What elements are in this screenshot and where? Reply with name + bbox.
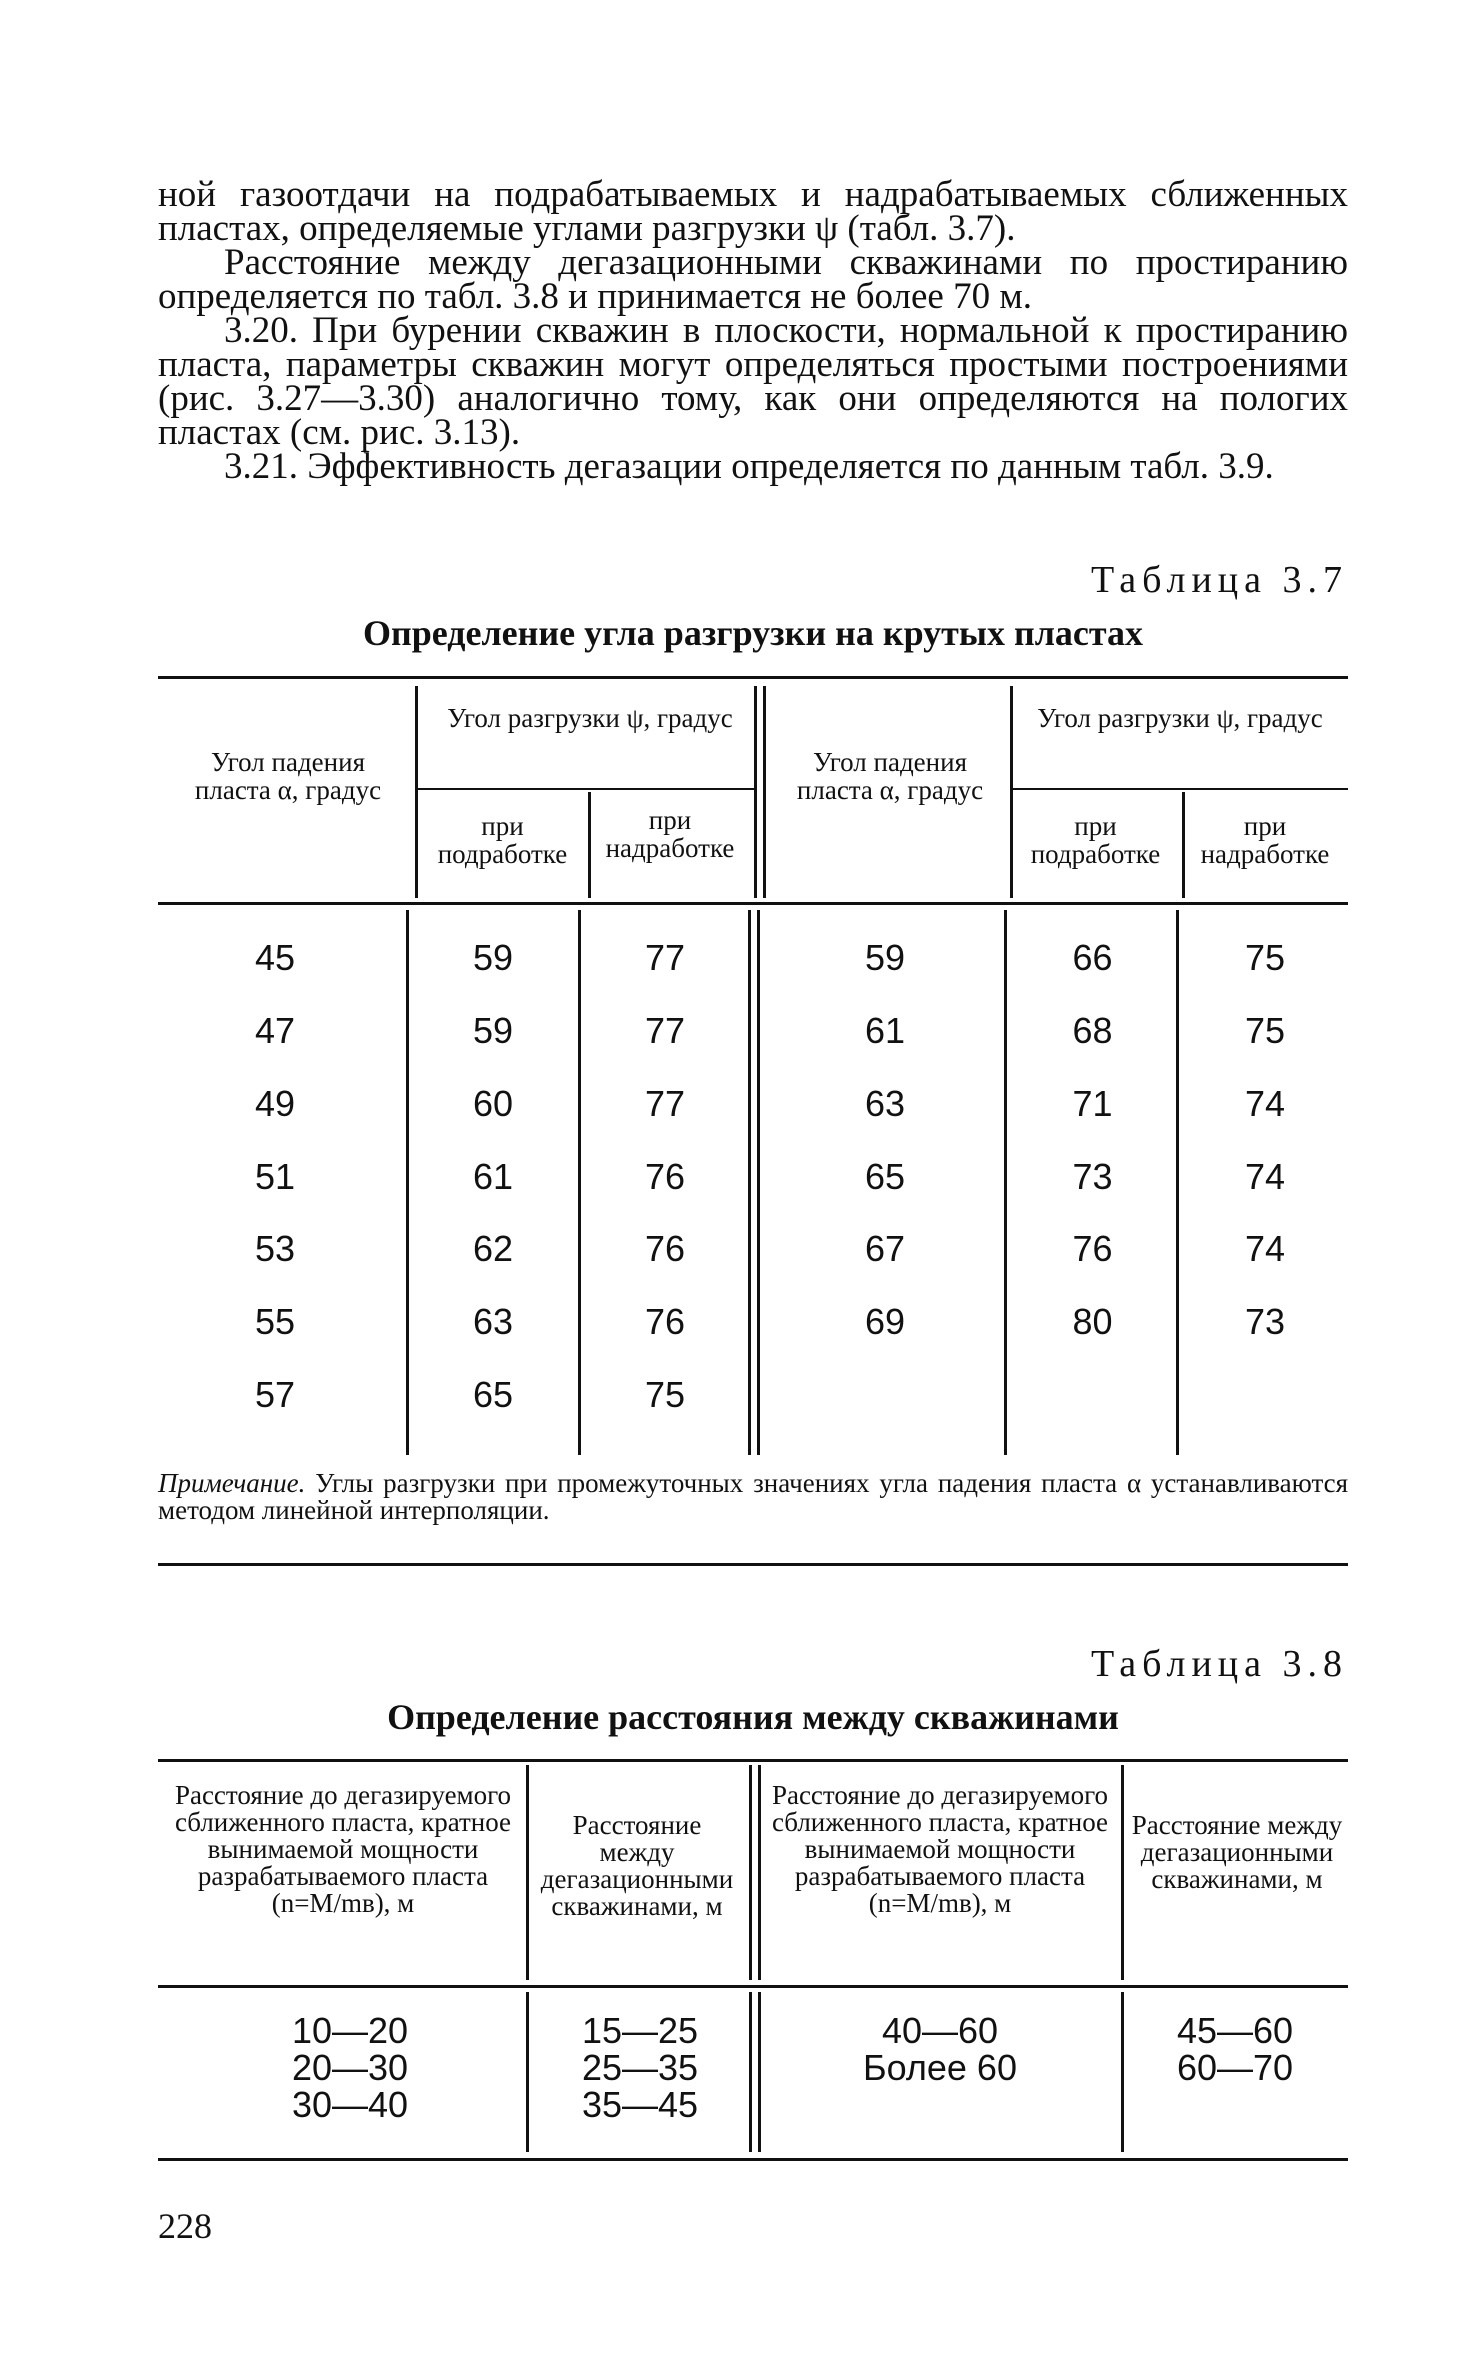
t37-dip-left-7: 57 [254,1374,296,1415]
paragraph-distance-text: Расстояние между дегазационными скважинами по простиранию определяется по табл. 3.8 и принимается не более 70 м. [158,242,1348,317]
t37-over-left-5: 76 [644,1228,686,1269]
t37-over-left-4: 76 [644,1156,686,1197]
header-over-left: при надработке [605,805,735,863]
paragraph-continuation: ной газоотдачи на подрабатываемых и надрабатываемых сближенных пластах, определяемые углами разгрузки ψ (табл. 3.7). [158,174,1348,249]
t37-over-right-5: 74 [1244,1228,1286,1269]
t37-over-left-7: 75 [644,1374,686,1415]
table-3-8-vline-1 [526,1765,529,1980]
table-3-7-top-rule [158,676,1348,679]
table-3-7-body-vline-4 [1176,910,1179,1455]
t37-under-left-4: 61 [472,1156,514,1197]
table-3-8-bottom-rule [158,2158,1348,2161]
table-3-7-vline-2 [588,792,591,898]
t37-dip-right-1: 59 [864,937,906,978]
table-3-8-header-rule [158,1985,1348,1988]
t37-over-right-1: 75 [1244,937,1286,978]
t37-under-left-1: 59 [472,937,514,978]
paragraph-distance [158,242,1348,317]
header-dip-angle-left: Угол падения пласта α, градус [194,747,382,805]
t37-under-right-3: 71 [1072,1083,1113,1124]
t37-under-right-6: 80 [1072,1301,1113,1342]
table-3-7-body-vline-2 [578,910,581,1455]
header-unload-angle-left: Угол разгрузки ψ, градус [447,703,733,733]
page-number: 228 [158,2206,212,2246]
header-under-right: при подработке [1030,811,1161,869]
t38-well-distance-right: 45—60 60—70 [1176,2010,1294,2088]
table-3-7-body-vline-double [748,910,760,1455]
t37-under-left-5: 62 [472,1228,514,1269]
table-3-7-vline-4 [1182,792,1185,898]
table-3-8-body-vline-3 [1121,1992,1124,2152]
t37-under-left-7: 65 [472,1374,514,1415]
t37-dip-left-1: 45 [254,937,296,978]
t37-under-right-4: 73 [1072,1156,1113,1197]
table-3-8-top-rule [158,1759,1348,1762]
t37-over-left-1: 77 [644,937,686,978]
header-seam-distance-right: Расстояние до дегазируемого сближенного пласта, кратное вынимаемой мощности разрабатываемого пласта (n=M/mв), м [771,1780,1109,1918]
paragraph-3-21 [158,446,1348,487]
t37-dip-right-4: 65 [864,1156,906,1197]
t38-seam-distance-right: 40—60 Более 60 [863,2010,1017,2088]
t37-dip-left-2: 47 [254,1010,296,1051]
note-text: Углы разгрузки при промежуточных значениях угла падения пласта α устанавливаются методом линейной интерполяции. [158,1468,1348,1525]
t37-over-left-6: 76 [644,1301,686,1342]
table-3-7-vline-1 [415,686,418,898]
header-well-distance-right: Расстояние между дегазационными скважинами, м [1131,1810,1343,1894]
t38-seam-distance-left: 10—20 20—30 30—40 [291,2010,409,2125]
table-3-8-vline-3 [1121,1765,1124,1980]
t37-dip-right-3: 63 [864,1083,906,1124]
table-3-8-title: Определение расстояния между скважинами [387,1697,1119,1737]
t37-dip-right-6: 69 [864,1301,906,1342]
t37-dip-left-4: 51 [254,1156,296,1197]
t37-under-right-2: 68 [1072,1010,1113,1051]
t37-dip-right-5: 67 [864,1228,906,1269]
table-3-7-body-vline-1 [406,910,409,1455]
table-3-7-caption: Таблица 3.7 [1090,559,1348,601]
t37-over-right-4: 74 [1244,1156,1286,1197]
t37-dip-left-6: 55 [254,1301,296,1342]
t37-over-left-3: 77 [644,1083,686,1124]
t37-under-left-3: 60 [472,1083,514,1124]
t37-over-right-3: 74 [1244,1083,1286,1124]
t37-dip-left-3: 49 [254,1083,296,1124]
table-3-8-vline-double [749,1765,761,1980]
t37-under-left-6: 63 [472,1301,514,1342]
table-3-7-vline-double [754,686,766,898]
header-over-right: при надработке [1200,811,1330,869]
table-3-7-body-vline-3 [1004,910,1007,1455]
table-3-7-header-rule [158,902,1348,905]
header-under-left: при подработке [437,811,568,869]
t37-over-left-2: 77 [644,1010,686,1051]
table-3-7-note [158,1470,1348,1524]
t38-well-distance-left: 15—25 25—35 35—45 [581,2010,699,2125]
table-3-8-body-vline-double [749,1992,761,2152]
t37-under-right-1: 66 [1072,937,1113,978]
table-3-7-subheader-rule-left [418,788,754,790]
note-label: Примечание. [158,1468,306,1498]
paragraph-3-21-text: 3.21. Эффективность дегазации определяется по данным табл. 3.9. [224,446,1274,487]
t37-over-right-6: 73 [1244,1301,1286,1342]
header-dip-angle-right: Угол падения пласта α, градус [796,747,984,805]
header-unload-angle-right: Угол разгрузки ψ, градус [1037,703,1323,733]
paragraph-3-20-text: 3.20. При бурении скважин в плоскости, нормальной к простиранию пласта, параметры скважин могут определяться простыми построениями (рис. 3.27—3.30) аналогично тому, как они определяются на пологих пластах (см. рис. 3.13). [158,310,1348,453]
header-well-distance-left: Расстояние между дегазационными скважинами, м [540,1810,734,1921]
table-3-7-subheader-rule-right [1013,788,1348,790]
t37-dip-right-2: 61 [864,1010,906,1051]
table-3-7-title: Определение угла разгрузки на крутых пластах [362,613,1143,653]
t37-over-right-2: 75 [1244,1010,1286,1051]
table-3-8-caption: Таблица 3.8 [1090,1643,1348,1685]
t37-under-right-5: 76 [1072,1228,1113,1269]
t37-dip-left-5: 53 [254,1228,296,1269]
t37-under-left-2: 59 [472,1010,514,1051]
header-seam-distance-left: Расстояние до дегазируемого сближенного пласта, кратное вынимаемой мощности разрабатываемого пласта (n=M/mв), м [174,1780,512,1918]
table-3-7-vline-3 [1010,686,1013,898]
table-3-8-body-vline-1 [526,1992,529,2152]
table-3-7-bottom-rule [158,1563,1348,1566]
paragraph-3-20 [158,310,1348,453]
